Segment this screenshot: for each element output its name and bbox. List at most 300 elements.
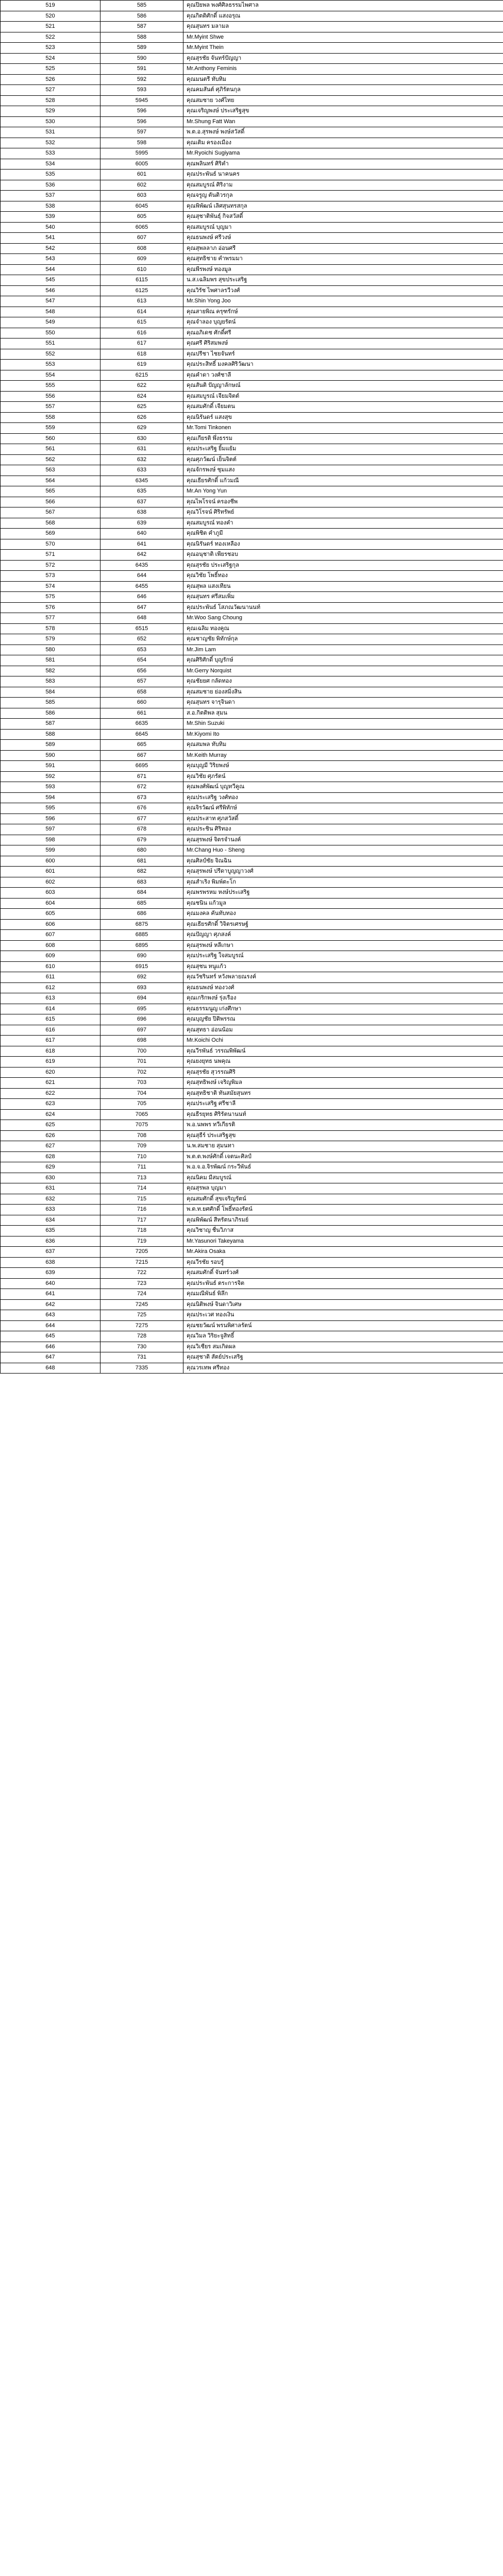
member-name-cell: คุณวีรชัย รอบรู้ bbox=[183, 1257, 503, 1268]
table-row bbox=[1, 623, 503, 634]
sequence-number-cell: 617 bbox=[1, 1036, 100, 1046]
sequence-number-cell: 528 bbox=[1, 95, 100, 106]
table-row bbox=[1, 349, 503, 360]
member-number-cell: 624 bbox=[100, 391, 183, 402]
member-number-cell: 7275 bbox=[100, 1320, 183, 1331]
member-name-cell: คุณนิคม มีสมบูรณ์ bbox=[183, 1173, 503, 1183]
member-number-cell: 728 bbox=[100, 1331, 183, 1342]
member-number-cell: 6435 bbox=[100, 560, 183, 571]
member-name-cell: คุณสุนทร มลามล bbox=[183, 22, 503, 32]
member-name-cell: คุณสุทธิชาติ ทันสมัยสุนทร bbox=[183, 1088, 503, 1099]
member-number-cell: 590 bbox=[100, 53, 183, 64]
member-number-cell: 719 bbox=[100, 1236, 183, 1247]
table-row bbox=[1, 1025, 503, 1036]
member-name-cell: คุณสมชาย ย่องสมิ่งสิน bbox=[183, 687, 503, 698]
sequence-number-cell: 540 bbox=[1, 222, 100, 233]
sequence-number-cell: 642 bbox=[1, 1299, 100, 1310]
member-number-cell: 605 bbox=[100, 212, 183, 223]
table-row bbox=[1, 159, 503, 170]
table-row bbox=[1, 1342, 503, 1352]
sequence-number-cell: 636 bbox=[1, 1236, 100, 1247]
member-number-cell: 589 bbox=[100, 43, 183, 54]
member-number-cell: 723 bbox=[100, 1278, 183, 1289]
table-row bbox=[1, 296, 503, 307]
sequence-number-cell: 536 bbox=[1, 180, 100, 191]
sequence-number-cell: 614 bbox=[1, 1004, 100, 1014]
table-row bbox=[1, 138, 503, 148]
table-row bbox=[1, 1226, 503, 1236]
member-name-cell: พ.ต.ท.ยศศักดิ์ โพธิ์ทองรัตน์ bbox=[183, 1205, 503, 1215]
table-row bbox=[1, 243, 503, 254]
table-row bbox=[1, 148, 503, 159]
table-row bbox=[1, 634, 503, 645]
member-name-cell: คุณพลินทร์ ศิริคำ bbox=[183, 159, 503, 170]
table-row bbox=[1, 116, 503, 127]
member-number-cell: 681 bbox=[100, 856, 183, 867]
member-name-cell: พ.อ.นพพร ทวีเกียรติ bbox=[183, 1120, 503, 1131]
member-name-cell: คุณเกียรติ พึ่งธรรม bbox=[183, 433, 503, 444]
member-number-cell: 654 bbox=[100, 655, 183, 666]
member-number-cell: 656 bbox=[100, 666, 183, 676]
member-number-cell: 598 bbox=[100, 138, 183, 148]
member-name-cell: Mr.Shin Yong Joo bbox=[183, 296, 503, 307]
member-number-cell: 667 bbox=[100, 750, 183, 761]
table-row bbox=[1, 465, 503, 476]
table-row bbox=[1, 539, 503, 550]
member-name-cell: Mr.Koichi Ochi bbox=[183, 1036, 503, 1046]
member-number-cell: 658 bbox=[100, 687, 183, 698]
table-row bbox=[1, 1067, 503, 1078]
member-number-cell: 5995 bbox=[100, 148, 183, 159]
member-name-cell: Mr.Shung Fatt Wan bbox=[183, 116, 503, 127]
member-name-cell: คุณสุรชัย สุวรรณศิริ bbox=[183, 1067, 503, 1078]
sequence-number-cell: 648 bbox=[1, 1363, 100, 1374]
member-name-cell: คุณวีรพันธ์ วรรณพิพัฒน์ bbox=[183, 1046, 503, 1057]
table-row bbox=[1, 645, 503, 655]
member-name-cell: คุณปรีชา ไชยจันทร์ bbox=[183, 349, 503, 360]
member-name-cell: คุณวิรัช ไพศาลรวีวงศ์ bbox=[183, 285, 503, 296]
member-name-cell: คุณศุภวัฒน์ เย็นจิตต์ bbox=[183, 454, 503, 465]
sequence-number-cell: 575 bbox=[1, 592, 100, 603]
table-row bbox=[1, 592, 503, 603]
member-name-cell: คุณธรรมนูญ เก่งศึกษา bbox=[183, 1004, 503, 1014]
member-number-cell: 6115 bbox=[100, 275, 183, 286]
member-number-cell: 652 bbox=[100, 634, 183, 645]
member-number-cell: 722 bbox=[100, 1268, 183, 1279]
member-name-cell: คุณสุทธิพงษ์ เจริญพิมล bbox=[183, 1078, 503, 1089]
sequence-number-cell: 646 bbox=[1, 1342, 100, 1352]
member-name-cell: Mr.Tomi Tinkonen bbox=[183, 423, 503, 434]
member-number-cell: 642 bbox=[100, 550, 183, 561]
member-name-cell: คุณนิติพงษ์ จินดาวิเศษ bbox=[183, 1299, 503, 1310]
sequence-number-cell: 624 bbox=[1, 1109, 100, 1120]
sequence-number-cell: 608 bbox=[1, 940, 100, 951]
sequence-number-cell: 555 bbox=[1, 381, 100, 392]
sequence-number-cell: 605 bbox=[1, 909, 100, 920]
member-number-cell: 684 bbox=[100, 888, 183, 899]
table-row bbox=[1, 1162, 503, 1173]
member-number-cell: 602 bbox=[100, 180, 183, 191]
member-number-cell: 6005 bbox=[100, 159, 183, 170]
table-row bbox=[1, 993, 503, 1004]
sequence-number-cell: 625 bbox=[1, 1120, 100, 1131]
sequence-number-cell: 565 bbox=[1, 486, 100, 497]
member-name-cell: คุณประเวศ ทองเงิน bbox=[183, 1310, 503, 1321]
sequence-number-cell: 523 bbox=[1, 43, 100, 54]
member-number-cell: 6125 bbox=[100, 285, 183, 296]
table-row bbox=[1, 381, 503, 392]
member-number-cell: 635 bbox=[100, 486, 183, 497]
sequence-number-cell: 618 bbox=[1, 1046, 100, 1057]
table-row bbox=[1, 1183, 503, 1194]
member-name-cell: คุณประสิทธิ์ มงคลศิริวัฒนา bbox=[183, 360, 503, 370]
sequence-number-cell: 577 bbox=[1, 613, 100, 624]
member-name-cell: คุณจำลอง บุญยรัตน์ bbox=[183, 317, 503, 328]
sequence-number-cell: 630 bbox=[1, 1173, 100, 1183]
table-row bbox=[1, 170, 503, 180]
table-row bbox=[1, 1004, 503, 1014]
member-number-cell: 7205 bbox=[100, 1247, 183, 1258]
sequence-number-cell: 556 bbox=[1, 391, 100, 402]
sequence-number-cell: 530 bbox=[1, 116, 100, 127]
member-number-cell: 709 bbox=[100, 1141, 183, 1152]
table-row bbox=[1, 444, 503, 455]
table-row bbox=[1, 22, 503, 32]
member-name-cell: คุณธนพงษ์ ศรีวงษ์ bbox=[183, 233, 503, 244]
member-name-cell: คุณนิรันดร์ แสงสุข bbox=[183, 412, 503, 423]
table-row bbox=[1, 191, 503, 201]
table-row bbox=[1, 1078, 503, 1089]
member-name-cell: คุณประพันธ์ ตระการจิต bbox=[183, 1278, 503, 1289]
table-row bbox=[1, 898, 503, 909]
table-row bbox=[1, 1099, 503, 1110]
table-row bbox=[1, 550, 503, 561]
member-name-cell: คุณพิชิต คำภูมี bbox=[183, 529, 503, 539]
sequence-number-cell: 637 bbox=[1, 1247, 100, 1258]
sequence-number-cell: 566 bbox=[1, 497, 100, 507]
member-number-cell: 607 bbox=[100, 233, 183, 244]
sequence-number-cell: 626 bbox=[1, 1130, 100, 1141]
table-row bbox=[1, 1141, 503, 1152]
member-number-cell: 585 bbox=[100, 1, 183, 11]
member-name-cell: คุณสมบูรณ์ เจียมจิตต์ bbox=[183, 391, 503, 402]
table-row bbox=[1, 613, 503, 624]
table-row bbox=[1, 771, 503, 782]
sequence-number-cell: 552 bbox=[1, 349, 100, 360]
sequence-number-cell: 535 bbox=[1, 170, 100, 180]
table-row bbox=[1, 1088, 503, 1099]
sequence-number-cell: 534 bbox=[1, 159, 100, 170]
member-number-cell: 615 bbox=[100, 317, 183, 328]
member-name-cell: คุณประเสริฐ ยิ้มแย้ม bbox=[183, 444, 503, 455]
table-row bbox=[1, 782, 503, 793]
member-number-cell: 730 bbox=[100, 1342, 183, 1352]
sequence-number-cell: 560 bbox=[1, 433, 100, 444]
sequence-number-cell: 631 bbox=[1, 1183, 100, 1194]
member-number-cell: 6645 bbox=[100, 729, 183, 740]
member-number-cell: 703 bbox=[100, 1078, 183, 1089]
member-name-cell: พ.อ.จ.อ.จิรพัฒน์ กระวีพันธ์ bbox=[183, 1162, 503, 1173]
member-name-cell: คุณศรี ศิริสมพงษ์ bbox=[183, 338, 503, 349]
table-row bbox=[1, 233, 503, 244]
sequence-number-cell: 585 bbox=[1, 698, 100, 708]
sequence-number-cell: 563 bbox=[1, 465, 100, 476]
member-name-cell: คุณสุรชัย จันทร์ปัญญา bbox=[183, 53, 503, 64]
table-row bbox=[1, 433, 503, 444]
member-number-cell: 7075 bbox=[100, 1120, 183, 1131]
member-name-cell: คุณเติม ครองเมือง bbox=[183, 138, 503, 148]
member-name-cell: Mr.Gerry Norquist bbox=[183, 666, 503, 676]
member-number-cell: 596 bbox=[100, 116, 183, 127]
member-number-cell: 617 bbox=[100, 338, 183, 349]
member-number-cell: 6915 bbox=[100, 961, 183, 972]
member-number-cell: 6515 bbox=[100, 623, 183, 634]
member-name-cell: คุณสุพลลาภ อ่อนศรี bbox=[183, 243, 503, 254]
table-row bbox=[1, 719, 503, 730]
sequence-number-cell: 541 bbox=[1, 233, 100, 244]
table-row bbox=[1, 1215, 503, 1226]
member-name-cell: คุณประชิน ศิริทอง bbox=[183, 824, 503, 835]
member-name-cell: คุณสมบูรณ์ บุญมา bbox=[183, 222, 503, 233]
member-number-cell: 697 bbox=[100, 1025, 183, 1036]
sequence-number-cell: 600 bbox=[1, 856, 100, 867]
table-row bbox=[1, 180, 503, 191]
member-number-cell: 6875 bbox=[100, 919, 183, 930]
sequence-number-cell: 524 bbox=[1, 53, 100, 64]
member-name-cell: คุณสุรพงษ์ ปรีดาบูญญาวงศ์ bbox=[183, 867, 503, 877]
member-name-cell: Mr.Shin Suzuki bbox=[183, 719, 503, 730]
sequence-number-cell: 537 bbox=[1, 191, 100, 201]
table-row bbox=[1, 95, 503, 106]
member-number-cell: 725 bbox=[100, 1310, 183, 1321]
sequence-number-cell: 580 bbox=[1, 645, 100, 655]
table-row bbox=[1, 856, 503, 867]
table-row bbox=[1, 909, 503, 920]
sequence-number-cell: 607 bbox=[1, 930, 100, 941]
member-number-cell: 653 bbox=[100, 645, 183, 655]
member-number-cell: 680 bbox=[100, 845, 183, 856]
member-number-cell: 690 bbox=[100, 951, 183, 962]
member-name-cell: Mr.Woo Sang Choung bbox=[183, 613, 503, 624]
sequence-number-cell: 606 bbox=[1, 919, 100, 930]
table-row bbox=[1, 507, 503, 518]
table-row bbox=[1, 402, 503, 413]
member-number-cell: 630 bbox=[100, 433, 183, 444]
member-name-cell: พ.ต.อ.สุรพงษ์ พงษ์สวัสดิ์ bbox=[183, 127, 503, 138]
table-row bbox=[1, 423, 503, 434]
member-number-cell: 609 bbox=[100, 254, 183, 265]
table-row bbox=[1, 1036, 503, 1046]
sequence-number-cell: 596 bbox=[1, 814, 100, 824]
member-name-cell: Mr.Myint Shwe bbox=[183, 32, 503, 43]
member-number-cell: 632 bbox=[100, 454, 183, 465]
table-row bbox=[1, 476, 503, 486]
member-number-cell: 724 bbox=[100, 1289, 183, 1300]
member-name-cell: คุณมนตรี ทับทิม bbox=[183, 74, 503, 85]
member-number-cell: 618 bbox=[100, 349, 183, 360]
table-row bbox=[1, 1130, 503, 1141]
sequence-number-cell: 597 bbox=[1, 824, 100, 835]
member-number-cell: 6695 bbox=[100, 761, 183, 772]
member-number-cell: 591 bbox=[100, 64, 183, 75]
member-number-cell: 6045 bbox=[100, 201, 183, 212]
member-number-cell: 695 bbox=[100, 1004, 183, 1014]
table-row bbox=[1, 53, 503, 64]
table-row bbox=[1, 106, 503, 117]
member-name-cell: คุณชาญชัย พิทักษ์กุล bbox=[183, 634, 503, 645]
member-number-cell: 700 bbox=[100, 1046, 183, 1057]
member-number-cell: 629 bbox=[100, 423, 183, 434]
member-number-cell: 648 bbox=[100, 613, 183, 624]
member-name-cell: Mr.Anthony Feminis bbox=[183, 64, 503, 75]
sequence-number-cell: 584 bbox=[1, 687, 100, 698]
table-row bbox=[1, 1057, 503, 1067]
member-name-cell: คุณศิลป์ชัย จิณฉิน bbox=[183, 856, 503, 867]
member-number-cell: 6895 bbox=[100, 940, 183, 951]
sequence-number-cell: 578 bbox=[1, 623, 100, 634]
member-name-cell: คุณมณีพันธ์ พิลึก bbox=[183, 1289, 503, 1300]
member-name-cell: คุณสุทธิชาย คำพรมมา bbox=[183, 254, 503, 265]
member-number-cell: 694 bbox=[100, 993, 183, 1004]
member-name-cell: คุณสมศักดิ์ จันทร์วงศ์ bbox=[183, 1268, 503, 1279]
table-row bbox=[1, 454, 503, 465]
sequence-number-cell: 644 bbox=[1, 1320, 100, 1331]
table-row bbox=[1, 814, 503, 824]
sequence-number-cell: 547 bbox=[1, 296, 100, 307]
member-name-cell: คุณประสาท ศุภสวัสดิ์ bbox=[183, 814, 503, 824]
member-number-cell: 683 bbox=[100, 877, 183, 888]
member-name-cell: คุณเฉลิม ทองคูณ bbox=[183, 623, 503, 634]
sequence-number-cell: 564 bbox=[1, 476, 100, 486]
member-number-cell: 5945 bbox=[100, 95, 183, 106]
table-row bbox=[1, 687, 503, 698]
member-name-cell: คุณสุชาติพันธุ์ กิจสวัสดิ์ bbox=[183, 212, 503, 223]
member-number-cell: 708 bbox=[100, 1130, 183, 1141]
sequence-number-cell: 621 bbox=[1, 1078, 100, 1089]
table-row bbox=[1, 264, 503, 275]
sequence-number-cell: 592 bbox=[1, 771, 100, 782]
sequence-number-cell: 539 bbox=[1, 212, 100, 223]
table-row bbox=[1, 1268, 503, 1279]
table-row bbox=[1, 1173, 503, 1183]
member-name-cell: คุณสุพล แสงเทียน bbox=[183, 581, 503, 592]
sequence-number-cell: 553 bbox=[1, 360, 100, 370]
member-name-cell: Mr.Yasunori Takeyama bbox=[183, 1236, 503, 1247]
table-row bbox=[1, 867, 503, 877]
table-row bbox=[1, 64, 503, 75]
member-number-cell: 672 bbox=[100, 782, 183, 793]
sequence-number-cell: 583 bbox=[1, 676, 100, 687]
sequence-number-cell: 519 bbox=[1, 1, 100, 11]
sequence-number-cell: 604 bbox=[1, 898, 100, 909]
member-name-cell: Mr.An Yong Yun bbox=[183, 486, 503, 497]
member-name-cell: คุณปิยพล พงศ์ศิลธรรมไพศาล bbox=[183, 1, 503, 11]
member-number-cell: 637 bbox=[100, 497, 183, 507]
table-row bbox=[1, 750, 503, 761]
member-name-cell: คุณประเสริฐ ใจสมบูรณ์ bbox=[183, 951, 503, 962]
member-name-cell: Mr.Myint Thein bbox=[183, 43, 503, 54]
member-number-cell: 701 bbox=[100, 1057, 183, 1067]
table-row bbox=[1, 1014, 503, 1025]
table-row bbox=[1, 676, 503, 687]
member-number-cell: 676 bbox=[100, 803, 183, 814]
table-row bbox=[1, 11, 503, 22]
sequence-number-cell: 628 bbox=[1, 1151, 100, 1162]
sequence-number-cell: 520 bbox=[1, 11, 100, 22]
table-row bbox=[1, 1363, 503, 1374]
member-number-cell: 6455 bbox=[100, 581, 183, 592]
sequence-number-cell: 579 bbox=[1, 634, 100, 645]
sequence-number-cell: 633 bbox=[1, 1205, 100, 1215]
member-name-cell: คุณสำเริง พิมพ์ตะโก bbox=[183, 877, 503, 888]
member-name-cell: คุณสมบูรณ์ ศิริงาม bbox=[183, 180, 503, 191]
member-name-cell: คุณกิตติศักดิ์ แสงอรุณ bbox=[183, 11, 503, 22]
table-row bbox=[1, 888, 503, 899]
member-name-cell: คุณบุญชัย ปิติพรรณ bbox=[183, 1014, 503, 1025]
sequence-number-cell: 609 bbox=[1, 951, 100, 962]
member-name-cell: คุณสุชาติ สัตย์ประเสริฐ bbox=[183, 1352, 503, 1363]
table-row bbox=[1, 1331, 503, 1342]
sequence-number-cell: 611 bbox=[1, 972, 100, 983]
sequence-number-cell: 589 bbox=[1, 740, 100, 751]
member-number-cell: 646 bbox=[100, 592, 183, 603]
table-row bbox=[1, 803, 503, 814]
table-row bbox=[1, 1310, 503, 1321]
member-name-cell: คุณคำดา วงศ์ชาลี bbox=[183, 370, 503, 381]
sequence-number-cell: 590 bbox=[1, 750, 100, 761]
table-row bbox=[1, 497, 503, 507]
member-number-cell: 7215 bbox=[100, 1257, 183, 1268]
member-name-cell: Mr.Jim Lam bbox=[183, 645, 503, 655]
table-row bbox=[1, 1205, 503, 1215]
sequence-number-cell: 526 bbox=[1, 74, 100, 85]
member-number-cell: 586 bbox=[100, 11, 183, 22]
sequence-number-cell: 638 bbox=[1, 1257, 100, 1268]
sequence-number-cell: 627 bbox=[1, 1141, 100, 1152]
member-number-cell: 6635 bbox=[100, 719, 183, 730]
table-row bbox=[1, 74, 503, 85]
member-name-cell: คุณประเสริฐ ศรีชาลี bbox=[183, 1099, 503, 1110]
member-number-cell: 682 bbox=[100, 867, 183, 877]
member-name-cell: คุณวิชาญ ชื่นวิภาส bbox=[183, 1226, 503, 1236]
member-name-cell: คุณไพโรจน์ ครองชีพ bbox=[183, 497, 503, 507]
member-number-cell: 631 bbox=[100, 444, 183, 455]
member-name-cell: คุณสุชน หนูแก้ว bbox=[183, 961, 503, 972]
sequence-number-cell: 613 bbox=[1, 993, 100, 1004]
table-row bbox=[1, 307, 503, 317]
member-number-cell: 7335 bbox=[100, 1363, 183, 1374]
member-number-cell: 7245 bbox=[100, 1299, 183, 1310]
member-name-cell: คุณเจริญพงษ์ ประเสริฐสุข bbox=[183, 106, 503, 117]
sequence-number-cell: 554 bbox=[1, 370, 100, 381]
member-name-cell: คุณสมชาย วงศ์ไทย bbox=[183, 95, 503, 106]
member-name-cell: คุณสุรพงษ์ หลีเกษา bbox=[183, 940, 503, 951]
table-row bbox=[1, 982, 503, 993]
member-name-cell: คุณจิรวัฒน์ ศรีพิทักษ์ bbox=[183, 803, 503, 814]
member-number-cell: 685 bbox=[100, 898, 183, 909]
member-name-cell: คุณยงยุทธ นพคุณ bbox=[183, 1057, 503, 1067]
member-number-cell: 671 bbox=[100, 771, 183, 782]
sequence-number-cell: 576 bbox=[1, 602, 100, 613]
member-number-cell: 6215 bbox=[100, 370, 183, 381]
member-name-cell: คุณสุนทร ศรีสมเพิ่ม bbox=[183, 592, 503, 603]
sequence-number-cell: 582 bbox=[1, 666, 100, 676]
member-number-cell: 592 bbox=[100, 74, 183, 85]
sequence-number-cell: 616 bbox=[1, 1025, 100, 1036]
sequence-number-cell: 538 bbox=[1, 201, 100, 212]
sequence-number-cell: 647 bbox=[1, 1352, 100, 1363]
sequence-number-cell: 595 bbox=[1, 803, 100, 814]
